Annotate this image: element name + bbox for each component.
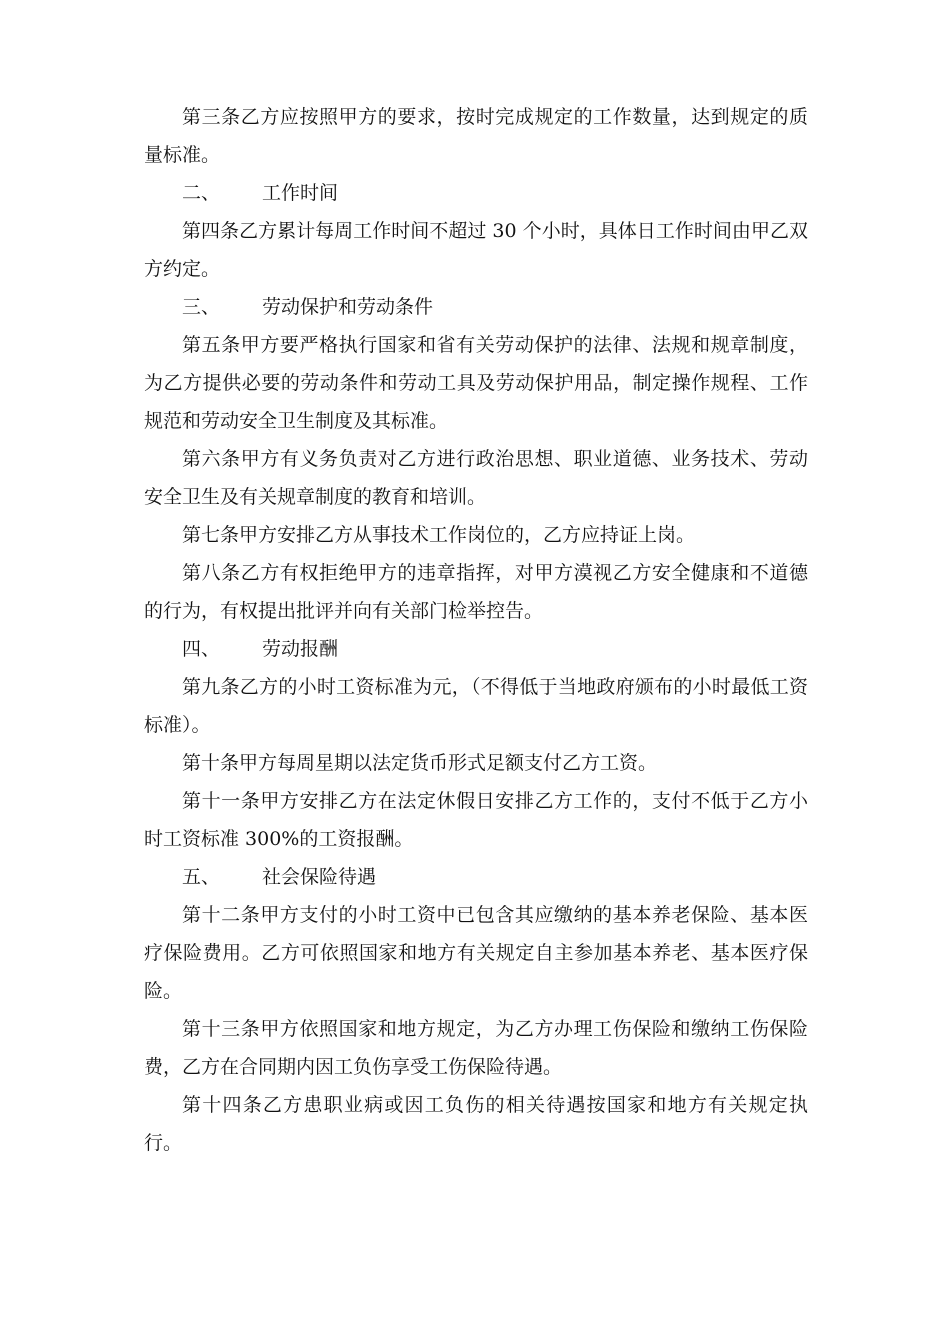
- article-13: 第十三条甲方依照国家和地方规定，为乙方办理工伤保险和缴纳工伤保险费，乙方在合同期内因工负伤享受工伤保险待遇。: [144, 1018, 808, 1078]
- section-number: 五、: [182, 866, 221, 888]
- article-4: 第四条乙方累计每周工作时间不超过 30 个小时，具体日工作时间由甲乙双方约定。: [144, 220, 808, 280]
- section-number: 三、: [182, 296, 221, 318]
- document-body: [144, 98, 808, 1162]
- article-10: 第十条甲方每周星期以法定货币形式足额支付乙方工资。: [182, 752, 658, 774]
- section-heading-3: [144, 288, 808, 326]
- article-6: 第六条甲方有义务负责对乙方进行政治思想、职业道德、业务技术、劳动安全卫生及有关规章制度的教育和培训。: [144, 448, 808, 508]
- article-8: 第八条乙方有权拒绝甲方的违章指挥，对甲方漠视乙方安全健康和不道德的行为，有权提出批评并向有关部门检举控告。: [144, 562, 808, 622]
- article-11: 第十一条甲方安排乙方在法定休假日安排乙方工作的，支付不低于乙方小时工资标准 300%的工资报酬。: [144, 790, 808, 850]
- article-5: 第五条甲方要严格执行国家和省有关劳动保护的法律、法规和规章制度，为乙方提供必要的劳动条件和劳动工具及劳动保护用品，制定操作规程、工作规范和劳动安全卫生制度及其标准。: [144, 334, 808, 432]
- section-heading-4: [144, 630, 808, 668]
- section-title: 劳动报酬: [262, 638, 339, 660]
- section-title: 劳动保护和劳动条件: [262, 296, 434, 318]
- section-number: 四、: [182, 638, 221, 660]
- section-heading-5: [144, 858, 808, 896]
- section-number: 二、: [182, 182, 221, 204]
- section-title: 工作时间: [262, 182, 339, 204]
- article-3: 第三条乙方应按照甲方的要求，按时完成规定的工作数量，达到规定的质量标准。: [144, 106, 808, 166]
- article-12: 第十二条甲方支付的小时工资中已包含其应缴纳的基本养老保险、基本医疗保险费用。乙方可依照国家和地方有关规定自主参加基本养老、基本医疗保险。: [144, 904, 808, 1002]
- article-14: 第十四条乙方患职业病或因工负伤的相关待遇按国家和地方有关规定执行。: [144, 1094, 808, 1154]
- article-9: 第九条乙方的小时工资标准为元，（不得低于当地政府颁布的小时最低工资 标准）。: [144, 676, 808, 736]
- article-7: 第七条甲方安排乙方从事技术工作岗位的，乙方应持证上岗。: [182, 524, 696, 546]
- section-title: 社会保险待遇: [262, 866, 377, 888]
- section-heading-2: [144, 174, 808, 212]
